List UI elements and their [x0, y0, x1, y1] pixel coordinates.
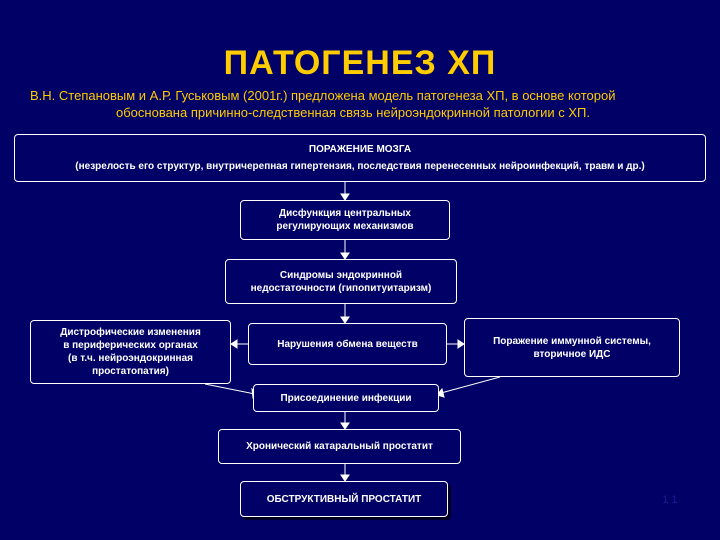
node-dystrophic-changes-line-1: Дистрофические изменения — [60, 327, 201, 338]
node-brain-damage — [14, 134, 706, 182]
subtitle-line-1: В.Н. Степановым и А.Р. Гуськовым (2001г.) предложена модель патогенеза ХП, в основе которой — [30, 88, 616, 103]
node-dystrophic-changes-line-4: простатопатия) — [92, 366, 169, 377]
node-immune-line-2: вторичное ИДС — [533, 348, 611, 360]
node-dystrophic-changes-line-2: в периферических органах — [63, 340, 198, 351]
node-immune-line-1: Поражение иммунной системы, — [493, 335, 651, 347]
node-chronic-prostatitis-line-1: Хронический катаральный простатит — [246, 441, 433, 452]
node-dystrophic-changes — [30, 320, 231, 384]
node-obstructive-prostatitis-line-1: ОБСТРУКТИВНЫЙ ПРОСТАТИТ — [266, 493, 422, 505]
node-infection-line-1: Присоединение инфекции — [280, 392, 412, 404]
node-immune — [464, 318, 680, 377]
node-chronic-prostatitis — [218, 429, 461, 464]
node-obstructive-prostatitis — [240, 481, 448, 517]
slide-title: ПАТОГЕНЕЗ ХП — [223, 44, 497, 82]
node-brain-damage-title: ПОРАЖЕНИЕ МОЗГА — [308, 144, 412, 155]
node-dystrophic-changes-line-3: (в т.ч. нейроэндокринная — [67, 353, 193, 364]
node-central-dysfunction — [240, 200, 450, 240]
node-endocrine-syndromes — [225, 259, 457, 304]
arrowhead — [231, 340, 237, 348]
arrow-immune-to-infection — [441, 377, 500, 393]
node-brain-damage-detail: (незрелость его структур, внутричерепная гипертензия, последствия перенесенных нейроинфекций, травм и др.) — [75, 161, 645, 172]
node-endocrine-syndromes-line-2: недостаточности (гипопитуитаризм) — [250, 282, 432, 294]
page-number: 1 1 — [662, 494, 678, 506]
node-metabolism — [248, 323, 447, 365]
node-metabolism-line-1: Нарушения обмена веществ — [277, 338, 418, 350]
node-central-dysfunction-line-1: Дисфункция центральных — [279, 208, 411, 219]
node-endocrine-syndromes-line-1: Синдромы эндокринной — [279, 269, 403, 281]
node-central-dysfunction-line-2: регулирующих механизмов — [276, 221, 414, 232]
arrow-dystrophic-to-infection — [205, 384, 255, 394]
subtitle-line-2: обоснована причинно-следственная связь нейроэндокринной патологии с ХП. — [116, 105, 590, 120]
node-infection — [253, 384, 439, 412]
